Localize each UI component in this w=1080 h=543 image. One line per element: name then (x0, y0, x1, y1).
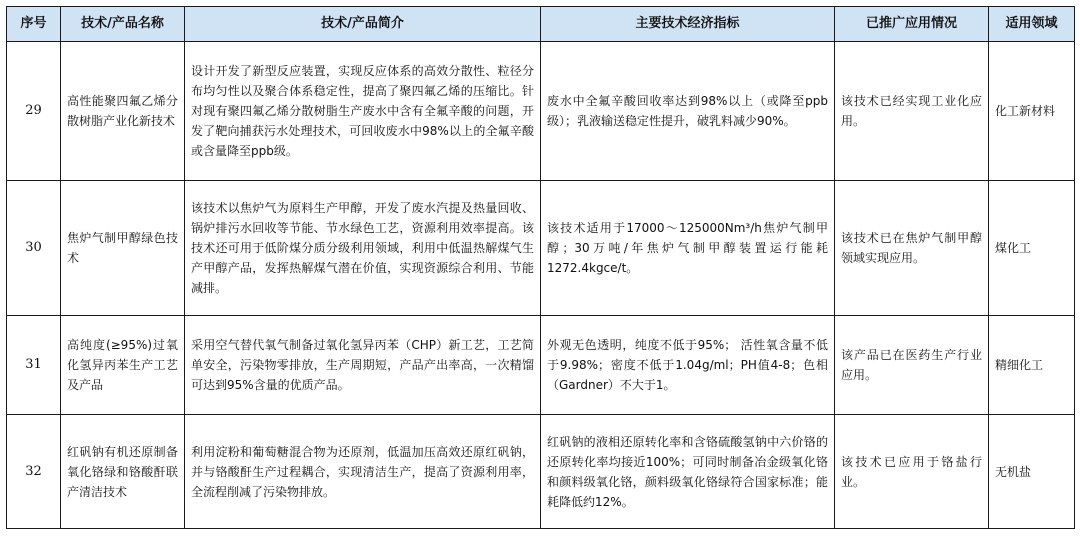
cell-product-intro: 设计开发了新型反应装置，实现反应体系的高效分散性、粒径分布均匀性以及聚合体系稳定性，提高了聚四氟乙烯的压缩比。针对现有聚四氟乙烯分散树脂生产废水中含有全氟辛酸的问题，开发了靶向捕获污水处理技术，可回收废水中98%以上的全氟辛酸或含量降至ppb级。 (185, 42, 541, 181)
cell-applicable-field: 煤化工 (989, 181, 1075, 316)
header-economic-indicators: 主要技术经济指标 (541, 7, 835, 42)
cell-application-status: 该技术已在焦炉气制甲醇领域实现应用。 (835, 181, 989, 316)
cell-product-intro: 该技术以焦炉气为原料生产甲醇，开发了废水汽提及热量回收、锅炉排污水回收等节能、节水绿色工艺，资源利用效率提高。该技术还可用于低阶煤分质分级利用领域，利用中低温热解煤气生产甲醇产品，发挥热解煤气潜在价值，实现资源综合利用、节能减排。 (185, 181, 541, 316)
cell-product-name: 高性能聚四氟乙烯分散树脂产业化新技术 (61, 42, 185, 181)
cell-economic-indicators: 外观无色透明，纯度不低于95%； 活性氧含量不低于9.98%；密度不低于1.04g/ml；PH值4-8；色相（Gardner）不大于1。 (541, 316, 835, 415)
table-row (7, 42, 1075, 181)
cell-serial-number: 30 (7, 181, 61, 316)
cell-serial-number: 32 (7, 415, 61, 529)
cell-serial-number: 29 (7, 42, 61, 181)
header-product-name: 技术/产品名称 (61, 7, 185, 42)
cell-application-status: 该技术已经实现工业化应用。 (835, 42, 989, 181)
cell-economic-indicators: 该技术适用于17000～125000Nm³/h焦炉气制甲醇；30万吨/年焦炉气制甲醇装置运行能耗1272.4kgce/t。 (541, 181, 835, 316)
header-serial-number: 序号 (7, 7, 61, 42)
cell-applicable-field: 精细化工 (989, 316, 1075, 415)
cell-serial-number: 31 (7, 316, 61, 415)
cell-product-intro: 利用淀粉和葡萄糖混合物为还原剂，低温加压高效还原红矾钠，并与铬酸酐生产过程耦合，实现清洁生产，提高了资源利用率，全流程削减了污染物排放。 (185, 415, 541, 529)
table-row (7, 181, 1075, 316)
document-page (6, 6, 1074, 529)
table-header-row (7, 7, 1075, 42)
cell-economic-indicators: 红矾钠的液相还原转化率和含铬硫酸氢钠中六价铬的还原转化率均接近100%；可同时制备冶金级氧化铬和颜料级氧化铬，颜料级氧化铬绿符合国家标准；能耗降低约12%。 (541, 415, 835, 529)
cell-product-name: 高纯度(≥95%)过氧化氢异丙苯生产工艺及产品 (61, 316, 185, 415)
cell-product-name: 红矾钠有机还原制备氧化铬绿和铬酸酐联产清洁技术 (61, 415, 185, 529)
header-applicable-field: 适用领域 (989, 7, 1075, 42)
cell-applicable-field: 化工新材料 (989, 42, 1075, 181)
table-row (7, 415, 1075, 529)
cell-application-status: 该技术已应用于铬盐行业。 (835, 415, 989, 529)
cell-application-status: 该产品已在医药生产行业应用。 (835, 316, 989, 415)
table-row (7, 316, 1075, 415)
technology-table (6, 6, 1075, 529)
header-product-intro: 技术/产品简介 (185, 7, 541, 42)
cell-applicable-field: 无机盐 (989, 415, 1075, 529)
header-application-status: 已推广应用情况 (835, 7, 989, 42)
cell-product-intro: 采用空气替代氧气制备过氧化氢异丙苯（CHP）新工艺，工艺简单安全，污染物零排放，生产周期短，产品产出率高，一次精馏可达到95%含量的优质产品。 (185, 316, 541, 415)
cell-product-name: 焦炉气制甲醇绿色技术 (61, 181, 185, 316)
cell-economic-indicators: 废水中全氟辛酸回收率达到98%以上（或降至ppb级）；乳液输送稳定性提升，破乳料减少90%。 (541, 42, 835, 181)
